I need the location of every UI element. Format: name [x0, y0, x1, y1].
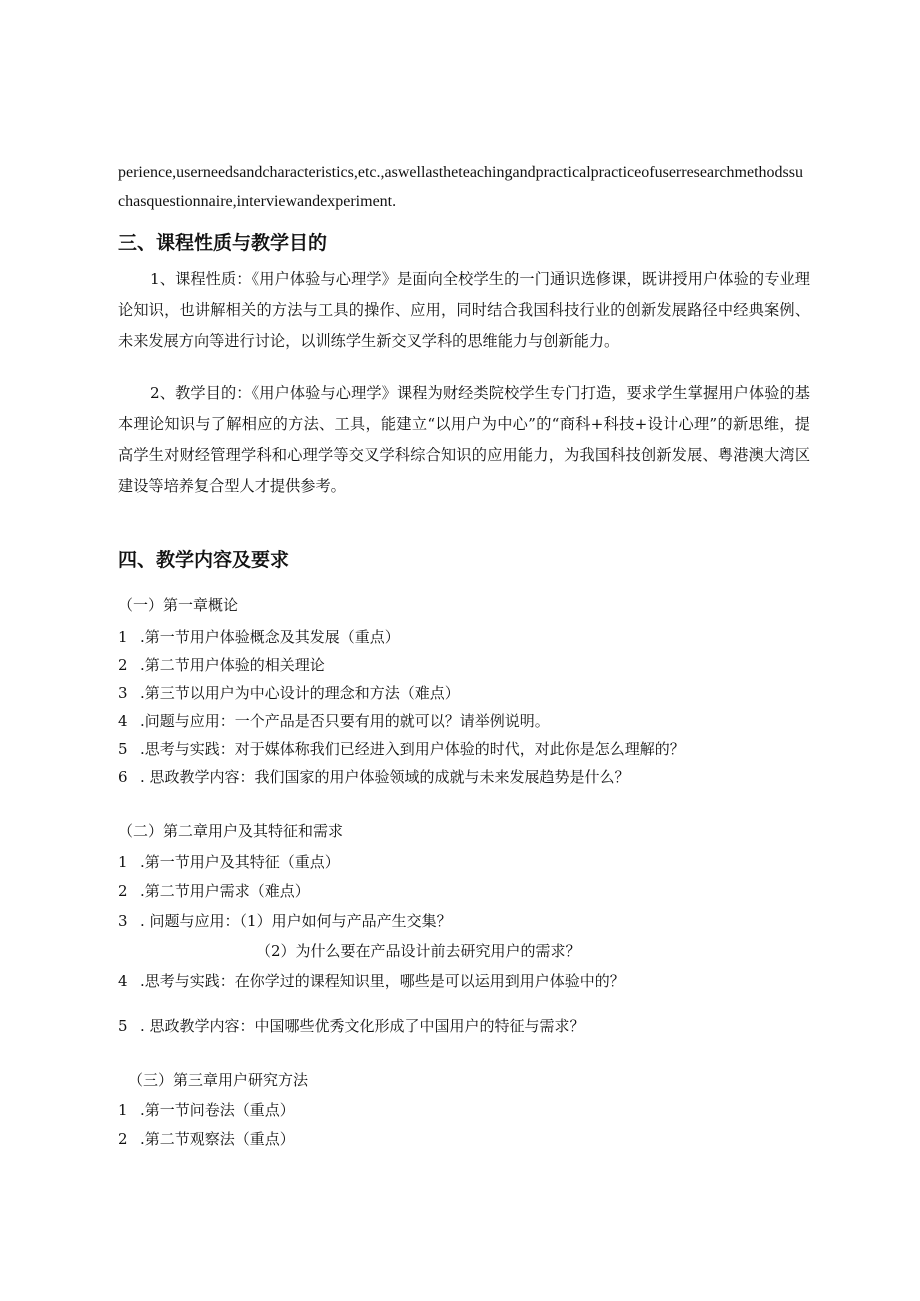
list-item — [118, 682, 460, 703]
list-item-number: 6 — [118, 768, 128, 786]
list-item-number: 2 — [118, 656, 128, 674]
list-item — [118, 1015, 585, 1036]
chapter-2-title: （二）第二章用户及其特征和需求 — [118, 822, 344, 840]
list-item — [118, 880, 310, 901]
list-item-number: 5 — [118, 740, 128, 758]
list-item-text: . 思政教学内容：中国哪些优秀文化形成了中国用户的特征与需求？ — [140, 1017, 585, 1035]
section-4-heading: 四、教学内容及要求 — [118, 549, 290, 571]
list-item-number: 2 — [118, 882, 128, 900]
course-nature-paragraph — [118, 264, 810, 357]
list-item — [118, 851, 340, 872]
list-item-continuation: （2）为什么要在产品设计前去研究用户的需求？ — [256, 942, 581, 960]
list-item — [118, 1128, 295, 1149]
list-item — [118, 710, 550, 731]
list-item-number: 5 — [118, 1017, 128, 1035]
list-item-text: .第二节用户需求（难点） — [140, 882, 310, 900]
list-item-text: .思考与实践：对于媒体称我们已经进入到用户体验的时代，对此你是怎么理解的？ — [140, 740, 685, 758]
list-item — [118, 910, 452, 931]
list-item — [118, 766, 630, 787]
list-item-number: 1 — [118, 853, 128, 871]
teaching-goal-paragraph — [118, 378, 810, 502]
list-item-text: . 思政教学内容：我们国家的用户体验领域的成就与未来发展趋势是什么？ — [140, 768, 630, 786]
list-item-text: .第三节以用户为中心设计的理念和方法（难点） — [140, 684, 460, 702]
list-item-text: .问题与应用：一个产品是否只要有用的就可以？请举例说明。 — [140, 712, 550, 730]
list-item-number: 2 — [118, 1130, 128, 1148]
list-item-text: .第一节用户体验概念及其发展（重点） — [140, 628, 400, 646]
list-item — [118, 970, 625, 991]
list-item-number: 4 — [118, 712, 128, 730]
list-item — [118, 654, 325, 675]
chapter-1-title: （一）第一章概论 — [118, 596, 239, 614]
list-item-text: .第一节问卷法（重点） — [140, 1101, 295, 1119]
list-item — [118, 738, 685, 759]
list-item-number: 4 — [118, 972, 128, 990]
chapter-3-title: （三）第三章用户研究方法 — [128, 1071, 309, 1089]
list-item — [118, 1099, 295, 1120]
list-item-text: .思考与实践：在你学过的课程知识里，哪些是可以运用到用户体验中的？ — [140, 972, 625, 990]
list-item-text: . 问题与应用：（1）用户如何与产品产生交集？ — [140, 912, 452, 930]
english-abstract-text: perience,userneedsandcharacteristics,etc.,aswellastheteachingandpracticalpracticeofuserresearchmethodssuchasquestionnaire,interviewandexperiment. — [118, 164, 803, 210]
teaching-goal-text: 2、教学目的：《用户体验与心理学》课程为财经类院校学生专门打造，要求学生掌握用户体验的基本理论知识与了解相应的方法、工具，能建立“以用户为中心”的“商科+科技+设计心理”的新思维，提高学生对财经管理学科和心理学等交叉学科综合知识的应用能力，为我国科技创新发展、粤港澳大湾区建设等培养复合型人才提供参考。 — [118, 384, 810, 495]
course-nature-text: 1、课程性质：《用户体验与心理学》是面向全校学生的一门通识选修课，既讲授用户体验的专业理论知识，也讲解相关的方法与工具的操作、应用，同时结合我国科技行业的创新发展路径中经典案例、未来发展方向等进行讨论，以训练学生新交叉学科的思维能力与创新能力。 — [118, 270, 810, 350]
list-item-text: .第二节观察法（重点） — [140, 1130, 295, 1148]
list-item — [118, 626, 400, 647]
list-item-number: 1 — [118, 628, 128, 646]
list-item-number: 3 — [118, 912, 128, 930]
list-item-number: 1 — [118, 1101, 128, 1119]
list-item-text: .第一节用户及其特征（重点） — [140, 853, 340, 871]
section-3-heading: 三、课程性质与教学目的 — [118, 232, 328, 254]
list-item-number: 3 — [118, 684, 128, 702]
list-item-text: .第二节用户体验的相关理论 — [140, 656, 325, 674]
